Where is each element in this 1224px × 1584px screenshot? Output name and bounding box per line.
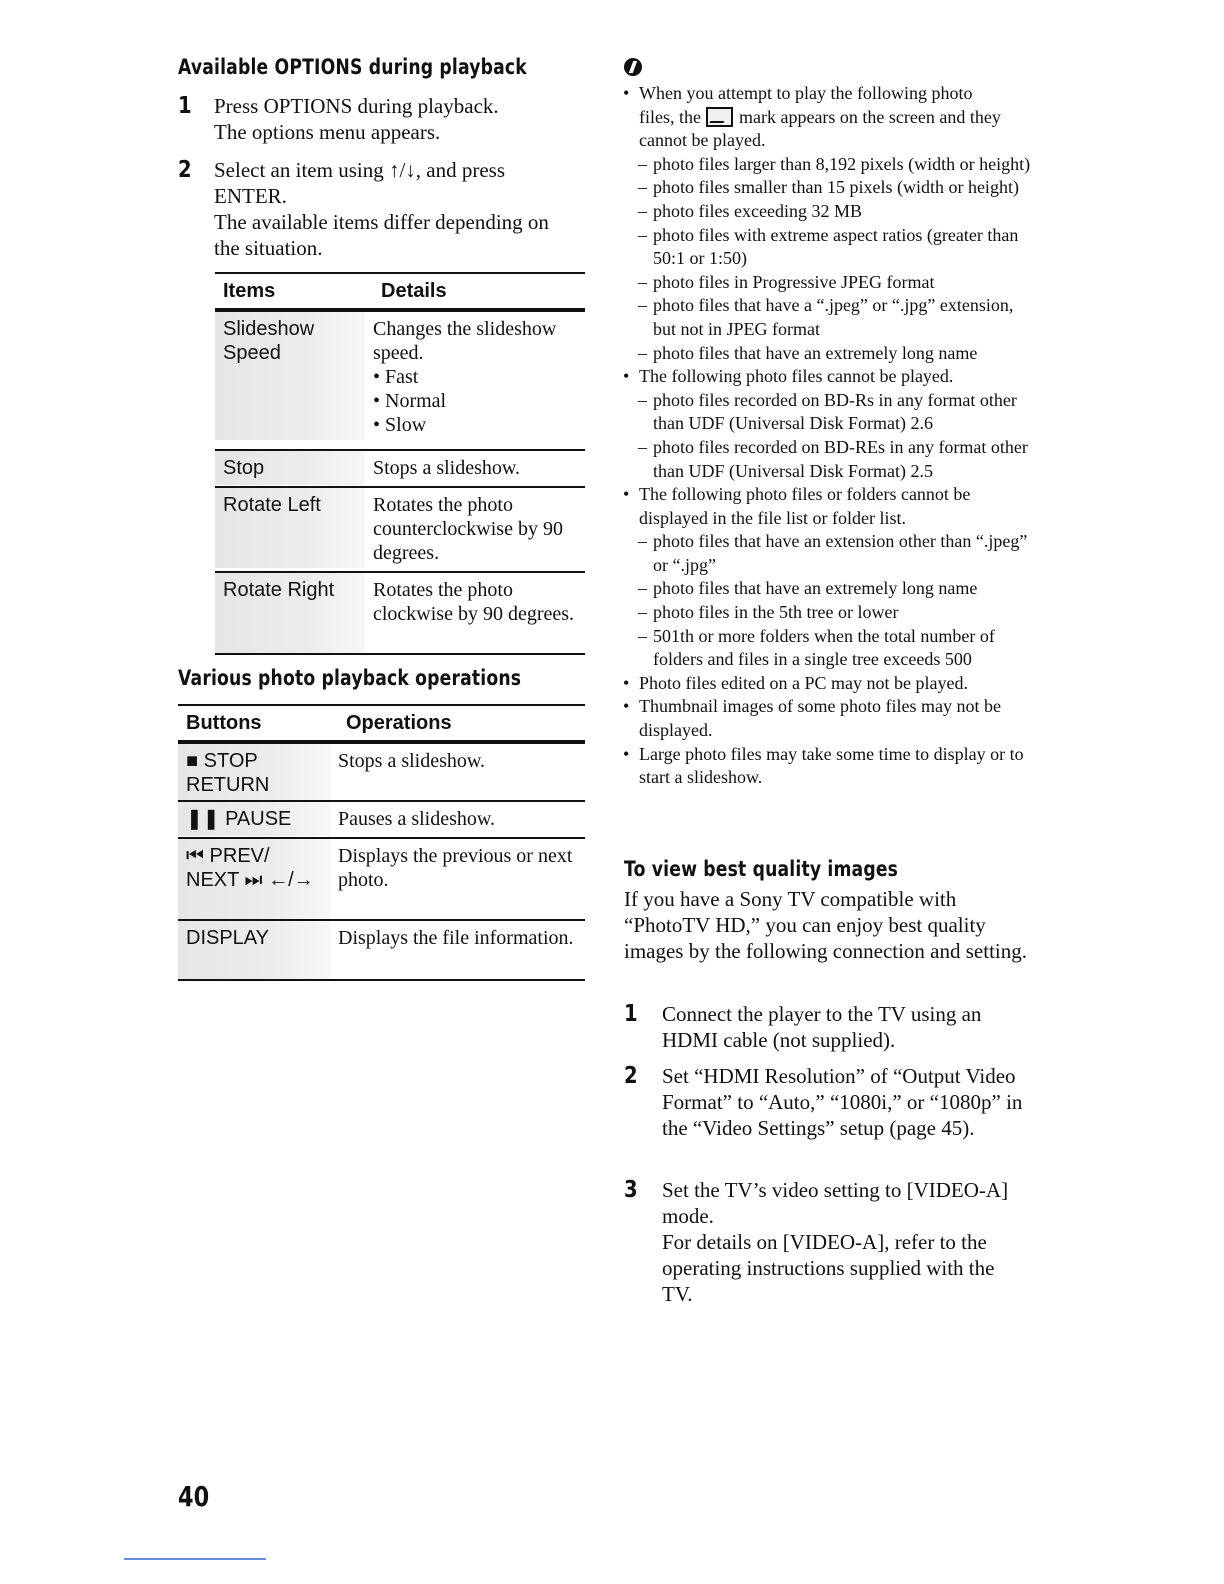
step-text: The available items differ depending on (214, 210, 549, 234)
speed-options (373, 365, 579, 437)
step-number: 1 (178, 93, 192, 119)
list-item (622, 82, 1032, 153)
list-item: – photo files that have a “.jpeg” or “.jpg” extension, but not in JPEG format (622, 294, 1032, 341)
invalid-photo-icon (706, 107, 733, 127)
step-2 (624, 1063, 1029, 1171)
step-number: 3 (624, 1177, 638, 1203)
detail-cell (365, 312, 585, 443)
step-text: Press OPTIONS during playback. (214, 94, 499, 118)
list-item: – photo files smaller than 15 pixels (width or height) (622, 176, 1032, 200)
detail-text: Changes the slideshow speed. (373, 318, 557, 364)
note-text (639, 106, 1032, 130)
list-item: • Slow (373, 413, 579, 437)
list-item: – photo files that have an extremely long name (622, 577, 1032, 601)
operation-cell: Stops a slideshow. (338, 750, 486, 772)
list-item: – photo files exceeding 32 MB (622, 200, 1032, 224)
step-3 (624, 1177, 1029, 1311)
list-item: • Normal (373, 389, 579, 413)
list-item: – photo files recorded on BD-Rs in any format other than UDF (Universal Disk Format) 2.6 (622, 389, 1032, 436)
detail-cell: Rotates the photo clockwise by 90 degrees. (373, 579, 575, 625)
table-row (215, 571, 585, 653)
detail-cell: Rotates the photo counterclockwise by 90 degrees. (373, 494, 563, 564)
step-1 (624, 1001, 1029, 1057)
step-number: 2 (178, 157, 192, 183)
step-number: 2 (624, 1063, 638, 1089)
step-1 (178, 93, 588, 149)
step-subtext: For details on [VIDEO-A], refer to the operating instructions supplied with the TV. (662, 1230, 995, 1306)
button-cell: ■ STOP RETURN (178, 744, 330, 800)
step-number: 1 (624, 1001, 638, 1027)
list-item: – photo files larger than 8,192 pixels (width or height) (622, 153, 1032, 177)
column-header-items: Items (223, 279, 276, 302)
table-header (215, 274, 585, 310)
notes-list (622, 82, 1032, 790)
list-item: – photo files recorded on BD-REs in any format other than UDF (Universal Disk Format) 2.5 (622, 436, 1032, 483)
note-text: cannot be played. (639, 130, 766, 151)
button-cell: ❚❚ PAUSE (178, 802, 330, 836)
table-header (178, 706, 585, 742)
list-item: • The following photo files or folders cannot be displayed in the file list or folder list. (622, 483, 1032, 530)
step-text: Connect the player to the TV using an HDMI cable (not supplied). (662, 1002, 982, 1052)
step-text: Set the TV’s video setting to [VIDEO-A] mode. (662, 1178, 1009, 1228)
list-item: – photo files with extreme aspect ratios (greater than 50:1 or 1:50) (622, 224, 1032, 271)
item-cell: Slideshow Speed (215, 312, 365, 440)
list-item: • Thumbnail images of some photo files may not be displayed. (622, 695, 1032, 742)
column-header-details: Details (381, 279, 447, 302)
list-item: • Photo files edited on a PC may not be played. (622, 672, 1032, 696)
footer-divider (124, 1558, 266, 1560)
list-item: – photo files in the 5th tree or lower (622, 601, 1032, 625)
operation-cell: Displays the file information. (338, 927, 574, 949)
list-item: – photo files in Progressive JPEG format (622, 271, 1032, 295)
intro-paragraph: If you have a Sony TV compatible with “PhotoTV HD,” you can enjoy best quality images by the following connection and setting. (624, 887, 1027, 963)
step-text: The options menu appears. (214, 120, 441, 144)
table-row (215, 486, 585, 571)
note-icon (624, 58, 642, 76)
section-title-photo-ops: Various photo playback operations (178, 666, 522, 690)
list-item: • Large photo files may take some time to display or to start a slideshow. (622, 743, 1032, 790)
step-text: the situation. (214, 236, 323, 260)
list-item: – photo files that have an extremely long name (622, 342, 1032, 366)
table-row (178, 919, 585, 979)
step-2 (178, 157, 588, 265)
item-cell: Rotate Right (215, 573, 365, 653)
note-text: • When you attempt to play the following photo (639, 83, 973, 103)
item-cell: Stop (215, 451, 365, 485)
operation-cell: Pauses a slideshow. (338, 808, 496, 830)
detail-cell: Stops a slideshow. (373, 457, 521, 479)
operation-cell: Displays the previous or next photo. (338, 845, 573, 891)
column-header-buttons: Buttons (186, 711, 262, 734)
list-item: • Fast (373, 365, 579, 389)
page-number: 40 (178, 1480, 210, 1513)
section-title-best-quality: To view best quality images (624, 857, 899, 881)
list-item: – photo files that have an extension other than “.jpeg” or “.jpg” (622, 530, 1032, 577)
note-text: files, the (639, 106, 701, 127)
options-table (215, 272, 585, 655)
table-row (178, 837, 585, 919)
table-row (215, 449, 585, 486)
step-text: Select an item using ↑/↓, and press (214, 158, 506, 182)
table-row (178, 742, 585, 800)
table-row (178, 800, 585, 837)
note-text: mark appears on the screen and they (738, 106, 1001, 127)
table-row (215, 310, 585, 443)
list-item: • The following photo files cannot be played. (622, 365, 1032, 389)
list-item: – 501th or more folders when the total number of folders and files in a single tree exceeds 500 (622, 625, 1032, 672)
step-text: ENTER. (214, 184, 287, 208)
button-cell: ⏮ PREV/ NEXT ⏭ ←/→ (178, 839, 330, 919)
section-title-options: Available OPTIONS during playback (178, 55, 527, 79)
button-cell: DISPLAY (178, 921, 330, 979)
item-cell: Rotate Left (215, 488, 365, 568)
column-header-operations: Operations (346, 711, 452, 734)
step-text: Set “HDMI Resolution” of “Output Video Format” to “Auto,” “1080i,” or “1080p” in the “Video Settings” setup (page 45). (662, 1064, 1023, 1140)
operations-table (178, 704, 585, 981)
